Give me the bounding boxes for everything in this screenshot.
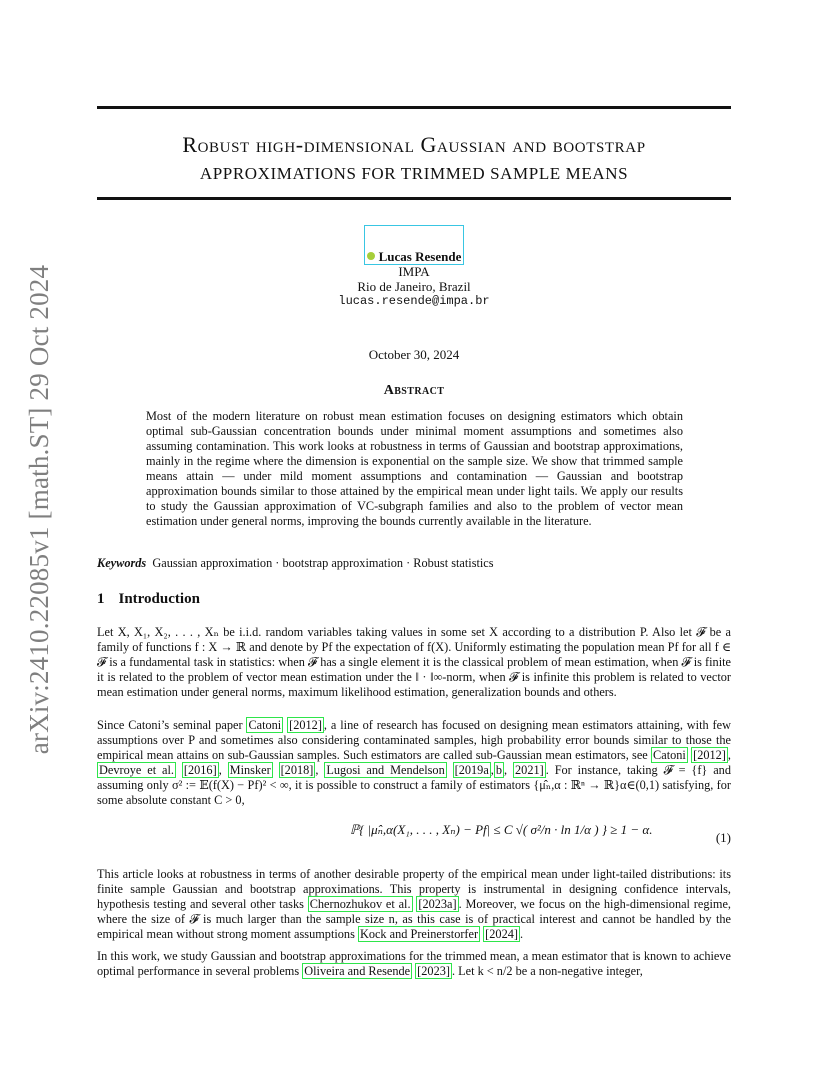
arxiv-id[interactable]: arXiv:2410.22085v1 [math.ST] 29 Oct 2024 — [24, 264, 55, 755]
arxiv-sidebar — [18, 264, 62, 755]
intro-paragraph-3: This article looks at robustness in terms of another desirable property of the empirical mean under light-tailed distributions: its finite sample Gaussian and bootstrap approximations. This property is instrumental in designing confidence intervals, hypothesis testing and several other tasks Chernozhukov et al. [2023a] . Moreover, we focus on the high-dimensional regime, where the size of 𝓕 is much larger than the sample size n, as this case is of practical interest and cannot be handled by the empirical mean without strong moment assumptions Kock and Preinerstorfer [2024] . — [97, 867, 731, 941]
citation-kock[interactable]: Kock and Preinerstorfer — [359, 927, 479, 941]
title-top-rule — [97, 106, 731, 109]
intro-paragraph-2: Since Catoni’s seminal paper Catoni [2012] , a line of research has focused on designing mean estimators attaining, with few assumptions over P and sometimes also considering contaminated samples, high probability error bounds similar to those the empirical mean attains on sub-Gaussian samples. Such estimators are called sub-Gaussian mean estimators, see Catoni [2012] , Devroye et al. [2016] , Minsker [2018] , Lugosi and Mendelson [2019a , b , 2021] . For instance, taking 𝓕 = {f} and assuming only σ² := 𝔼(f(X) − Pf)² < ∞, it is possible to construct a family of estimators {μ̂ₙ,α : ℝⁿ → ℝ}α∈(0,1) satisfying, for some absolute constant C > 0, — [97, 718, 731, 807]
section-number: 1 — [97, 591, 105, 607]
equation-tag: (1) — [715, 830, 731, 845]
keywords-text: Gaussian approximation · bootstrap approximation · Robust statistics — [152, 556, 494, 570]
equation-1 — [97, 818, 731, 858]
title-bottom-rule — [97, 197, 731, 200]
abstract-text: Most of the modern literature on robust mean estimation focuses on designing estimators which obtain optimal sub-Gaussian concentration bounds under minimal moment assumptions and sometimes also assuming contamination. This work looks at robustness in terms of Gaussian and bootstrap approximations, mainly in the regime where the dimension is exponential on the sample size. We show that trimmed sample means attain — under mild moment assumptions and contamination — Gaussian and bootstrap approximation bounds similar to those attained by the empirical mean under light tails. We apply our results to study the Gaussian approximation of VC-subgraph families and also to the problem of vector mean estimation under general norms, improving the bounds currently available in the literature. — [146, 409, 683, 528]
citation-catoni-year-2[interactable]: [2012] — [693, 748, 726, 762]
section-heading — [97, 591, 200, 608]
p2-text-c: . For instance, taking 𝓕 = {f} and assuming only σ² := 𝔼(f(X) − Pf)² < ∞, it is possible to construct a family of estimators {μ̂ₙ,α : ℝⁿ → ℝ}α∈(0,1) satisfying, for some absolute constant C > 0, — [97, 763, 731, 807]
citation-catoni-year[interactable]: [2012] — [289, 718, 322, 732]
citation-minsker-year[interactable]: [2018] — [280, 763, 314, 777]
orcid-icon[interactable] — [367, 252, 375, 260]
title-line-2: APPROXIMATIONS FOR TRIMMED SAMPLE MEANS — [199, 164, 629, 183]
citation-chernozhukov[interactable]: Chernozhukov et al. — [309, 897, 411, 911]
citation-devroye[interactable]: Devroye et al. — [99, 763, 174, 777]
citation-lugosi[interactable]: Lugosi and Mendelson — [326, 763, 445, 777]
email[interactable]: lucas.resende@impa.br — [338, 294, 490, 308]
citation-devroye-year[interactable]: [2016] — [183, 763, 217, 777]
citation-kock-year[interactable]: [2024] — [485, 927, 518, 941]
abstract-heading — [97, 382, 731, 398]
abstract-title: Abstract — [383, 383, 445, 398]
citation-oliveira[interactable]: Oliveira and Resende — [304, 964, 411, 978]
citation-lugosi-year[interactable]: [2019a — [454, 763, 489, 777]
paper-date: October 30, 2024 — [368, 347, 460, 362]
p3-text-a: This article looks at robustness in terms of another desirable property of the empirical mean under light-tailed distributions: its finite sample Gaussian and bootstrap approximations. This property is instrumental in designing confidence intervals, hypothesis testing and several other tasks — [97, 867, 731, 911]
title-line-1: Robust high-dimensional Gaussian and bootstrap — [182, 132, 646, 157]
citation-catoni-2[interactable]: Catoni — [653, 748, 686, 762]
p3-text-b: . Moreover, we focus on the high-dimensional regime, where the size of 𝓕 is much larger than the sample size n, as this case is of practical interest and cannot be handled by the empirical mean without strong moment assumptions — [97, 897, 731, 941]
section-title: Introduction — [118, 591, 200, 607]
citation-lugosi-2021[interactable]: 2021] — [515, 763, 544, 777]
author-name: Lucas Resende — [378, 249, 462, 264]
p2-text-a: Since Catoni’s seminal paper — [97, 718, 243, 732]
citation-minsker[interactable]: Minsker — [229, 763, 271, 777]
citation-oliveira-year[interactable]: [2023] — [417, 964, 450, 978]
paper-title — [97, 130, 731, 188]
p4-text-b: . Let k < n/2 be a non-negative integer, — [451, 964, 643, 978]
p2-text-b: , a line of research has focused on designing mean estimators attaining, with few assumptions over P and sometimes also considering contaminated samples, high probability error bounds similar to those the empirical mean attains on sub-Gaussian samples. Such estimators are called sub-Gaussian mean estimators, see — [97, 718, 731, 762]
keywords-label: Keywords — [97, 556, 147, 570]
equation-body: ℙ{ |μ̂ₙ,α(X₁, . . . , Xₙ) − Pf| ≤ C √( σ²/n · ln 1/α ) } ≥ 1 − α. — [350, 822, 653, 837]
intro-paragraph-1: Let X, X₁, X₂, . . . , Xₙ be i.i.d. random variables taking values in some set X according to a distribution P. Also let 𝓕 be a family of functions f : X → ℝ and denote by Pf the expectation of f(X). Uniformly estimating the population mean Pf for all f ∈ 𝓕 is a fundamental task in statistics: when 𝓕 has a single element it is the classical problem of mean estimation, when 𝓕 is finite it is related to the problem of vector mean estimation under the ‖ · ‖∞-norm, when 𝓕 is infinite this problem is related to vector mean estimation under general norms, maximum likelihood estimation, generalization bounds and others. — [97, 625, 731, 699]
author-block — [97, 249, 731, 309]
citation-chernozhukov-year[interactable]: [2023a] — [418, 897, 457, 911]
keywords — [97, 556, 494, 571]
affiliation: IMPA — [398, 264, 430, 279]
location: Rio de Janeiro, Brazil — [357, 279, 471, 294]
citation-catoni[interactable]: Catoni — [248, 718, 282, 732]
citation-lugosi-b[interactable]: b — [495, 763, 503, 777]
intro-paragraph-4 — [97, 949, 731, 979]
p4-text-a: In this work, we study Gaussian and bootstrap approximations for the trimmed mean, a mean estimator that is known to achieve optimal performance in several problems — [97, 949, 731, 978]
